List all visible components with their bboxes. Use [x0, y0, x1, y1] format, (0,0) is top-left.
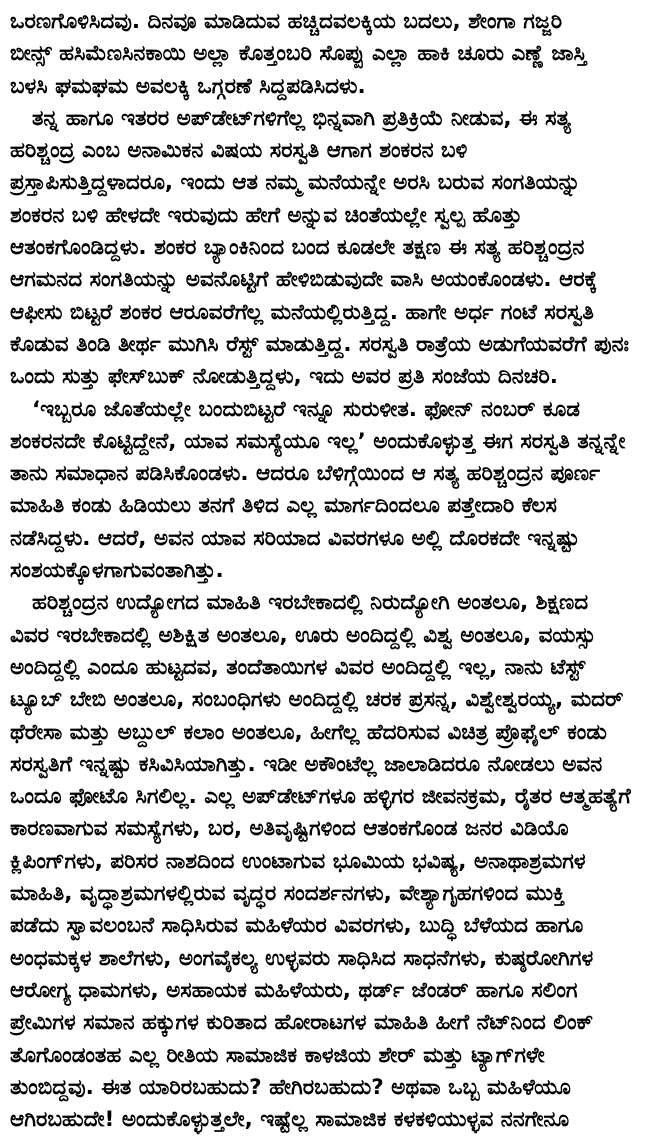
- paragraph-1: [10, 6, 655, 103]
- text-line: ಪ್ರಸ್ತಾಪಿಸುತ್ತಿದ್ದಳಾದರೂ, ಇಂದು ಆತ ನಮ್ಮ ಮನೆಯನ್ನೇ ಅರಸಿ ಬರುವ ಸಂಗತಿಯನ್ನು: [10, 170, 581, 196]
- text-line: ಹರಿಶ್ಚಂದ್ರನ ಉದ್ಯೋಗದ ಮಾಹಿತಿ ಇರಬೇಕಾದಲ್ಲಿ ನಿರುದ್ಯೋಗಿ ಅಂತಲೂ, ಶಿಕ್ಷಣದ: [32, 590, 589, 616]
- text-line: ಬೀನ್ಸ್ ಹಸಿಮೆಣಸಿನಕಾಯಿ ಅಲ್ಲಾ ಕೊತ್ತಂಬರಿ ಸೊಪ್ಪು ಎಲ್ಲಾ ಹಾಕಿ ಚೂರು ಎಣ್ಣೆ ಜಾಸ್ತಿ: [10, 41, 587, 67]
- text-line: ಆಗಿರಬಹುದೇ! ಅಂದುಕೊಳ್ಳುತ್ತಲೇ, ಇಷ್ಟೆಲ್ಲ ಸಾಮಾಜಿಕ ಕಳಕಳಿಯುಳ್ಳವ ನನಗೇನೂ: [10, 1107, 570, 1133]
- text-line: ಶಂಕರನದೇ ಕೊಟ್ಟಿದ್ದೇನೆ, ಯಾವ ಸಮಸ್ಯೆಯೂ ಇಲ್ಲ’ ಅಂದುಕೊಳ್ಳುತ್ತ ಈಗ ಸರಸ್ವತಿ ತನ್ನನ್ನೇ: [10, 428, 626, 454]
- paragraph-4: [10, 587, 655, 1136]
- text-line: ತಾನು ಸಮಾಧಾನ ಪಡಿಸಿಕೊಂಡಳು. ಆದರೂ ಬೆಳಿಗ್ಗೆಯಿಂದ ಆ ಸತ್ಯ ಹರಿಶ್ಚಂದ್ರನ ಪೂರ್ಣ: [10, 461, 601, 487]
- text-line: ವಿವರ ಇರಬೇಕಾದಲ್ಲಿ ಅಶಿಕ್ಷಿತ ಅಂತಲೂ, ಊರು ಅಂದಿದ್ದಲ್ಲಿ ವಿಶ್ವ ಅಂತಲೂ, ವಯಸ್ಸು: [10, 622, 596, 648]
- text-line: ಆಫೀಸು ಬಿಟ್ಟರೆ ಶಂಕರ ಆರೂವರೆಗೆಲ್ಲ ಮನೆಯಲ್ಲಿರುತ್ತಿದ್ದ. ಹಾಗೇ ಅರ್ಧ ಗಂಟೆ ಸರಸ್ವತಿ: [10, 299, 594, 325]
- text-line: ಆರೋಗ್ಯ ಧಾಮಗಳು, ಅಸಹಾಯಕ ಮಹಿಳೆಯರು, ಥರ್ಡ್ ಜೆಂಡರ್ ಹಾಗೂ ಸಲಿಂಗ: [10, 977, 578, 1003]
- text-line: ತೊಗೊಂಡಂತಹ ಎಲ್ಲ ರೀತಿಯ ಸಾಮಾಜಿಕ ಕಾಳಜಿಯ ಶೇರ್ ಮತ್ತು ಟ್ಯಾಗ್‌ಗಳೇ: [10, 1042, 545, 1068]
- paragraph-2: [10, 103, 655, 394]
- text-line: ಹರಿಶ್ಚಂದ್ರ ಎಂಬ ಅನಾಮಿಕನ ವಿಷಯ ಸರಸ್ವತಿ ಆಗಾಗ ಶಂಕರನ ಬಳಿ: [10, 138, 468, 164]
- text-line: ಪಡೆದು ಸ್ವಾವಲಂಬನೆ ಸಾಧಿಸಿರುವ ಮಹಿಳೆಯರ ವಿವರಗಳು, ಬುದ್ಧಿ ಬೆಳೆಯದ ಹಾಗೂ: [10, 913, 584, 939]
- text-line: ಅಂಧಮಕ್ಕಳ ಶಾಲೆಗಳು, ಅಂಗವೈಕಲ್ಯ ಉಳ್ಳವರು ಸಾಧಿಸಿದ ಸಾಧನೆಗಳು, ಕುಷ್ಠರೋಗಿಗಳ: [10, 945, 594, 971]
- text-line: ಕ್ಲಿಪಿಂಗ್‌ಗಳು, ಪರಿಸರ ನಾಶದಿಂದ ಉಂಟಾಗುವ ಭೂಮಿಯ ಭವಿಷ್ಯ, ಅನಾಥಾಶ್ರಮಗಳ: [10, 848, 586, 874]
- text-line: ಮಾಹಿತಿ, ವೃದ್ಧಾಶ್ರಮಗಳಲ್ಲಿರುವ ವೃದ್ಧರ ಸಂದರ್ಶನಗಳು, ವೇಶ್ಯಾಗೃಹಗಳಿಂದ ಮುಕ್ತಿ: [10, 881, 565, 907]
- text-line: ಆಗಮನದ ಸಂಗತಿಯನ್ನು ಅವನೊಟ್ಟಿಗೆ ಹೇಳಿಬಿಡುವುದೇ ವಾಸಿ ಅಯಂಕೊಂಡಳು. ಆರಕ್ಕೆ: [10, 267, 598, 293]
- text-line: ಪ್ರೇಮಿಗಳ ಸಮಾನ ಹಕ್ಕುಗಳ ಕುರಿತಾದ ಹೋರಾಟಗಳ ಮಾಹಿತಿ ಹೀಗೆ ನೆಟ್‌ನಿಂದ ಲಿಂಕ್: [10, 1010, 594, 1036]
- paragraph-3: [10, 394, 655, 588]
- text-line: ತುಂಬಿದ್ದವು. ಈತ ಯಾರಿರಬಹುದು? ಹೇಗಿರಬಹುದು? ಅಥವಾ ಒಬ್ಬ ಮಹಿಳೆಯೂ: [10, 1074, 571, 1100]
- text-line: ಬಳಸಿ ಘಮಘಮ ಅವಲಕ್ಕಿ ಒಗ್ಗರಣೆ ಸಿದ್ದಪಡಿಸಿದಳು.: [10, 73, 366, 99]
- text-line: ಕಾರಣವಾಗುವ ಸಮಸ್ಯೆಗಳು, ಬರ, ಅತಿವೃಷ್ಟಿಗಳಿಂದ ಆತಂಕಗೊಂಡ ಜನರ ವಿಡಿಯೊ: [10, 816, 569, 842]
- text-line: ‘ಇಬ್ಬರೂ ಜೊತೆಯಲ್ಲೇ ಬಂದುಬಿಟ್ಟರೆ ಇನ್ನೂ ಸುರುಳೀತ. ಫೋನ್ ನಂಬರ್ ಕೂಡ: [32, 396, 580, 422]
- text-line: ನಡೆಸಿದ್ದಳು. ಆದರೆ, ಅವನ ಯಾವ ಸರಿಯಾದ ವಿವರಗಳೂ ಅಲ್ಲಿ ದೊರಕದೇ ಇನ್ನಷ್ಟು: [10, 525, 580, 551]
- text-line: ಸರಸ್ವತಿಗೆ ಇನ್ನಷ್ಟು ಕಸಿವಿಸಿಯಾಗಿತ್ತು. ಇಡೀ ಅಕೌಂಟೆಲ್ಲ ಜಾಲಾಡಿದರೂ ನೋಡಲು ಅವನ: [10, 751, 603, 777]
- text-line: ಸಂಶಯಕ್ಕೊಳಗಾಗುವಂತಾಗಿತ್ತು.: [10, 558, 224, 584]
- text-line: ಶಂಕರನ ಬಳಿ ಹೇಳದೇ ಇರುವುದು ಹೇಗೆ ಅನ್ನುವ ಚಿಂತೆಯಲ್ಲೇ ಸ್ವಲ್ಪ ಹೊತ್ತು: [10, 202, 523, 228]
- text-line: ಟ್ಯೂಬ್ ಬೇಬಿ ಅಂತಲೂ, ಸಂಬಂಧಿಗಳು ಅಂದಿದ್ದಲ್ಲಿ ಚರಕ ಪ್ರಸನ್ನ, ವಿಶ್ವೇಶ್ವರಯ್ಯ, ಮದರ್: [10, 687, 624, 713]
- text-line: ಥೆರೇಸಾ ಮತ್ತು ಅಬ್ದುಲ್ ಕಲಾಂ ಅಂತಲೂ, ಹೀಗೆಲ್ಲ ಹೆದರಿಸುವ ವಿಚಿತ್ರ ಪ್ರೊಫೈಲ್ ಕಂಡು: [10, 719, 607, 745]
- text-line: ಆತಂಕಗೊಂಡಿದ್ದಳು. ಶಂಕರ ಬ್ಯಾಂಕಿನಿಂದ ಬಂದ ಕೂಡಲೇ ತಕ್ಷಣ ಈ ಸತ್ಯ ಹರಿಶ್ಚಂದ್ರನ: [10, 235, 585, 261]
- text-line: ಒಂದು ಸುತ್ತು ಫೇಸ್‌ಬುಕ್ ನೋಡುತ್ತಿದ್ದಳು, ಇದು ಅವರ ಪ್ರತಿ ಸಂಜೆಯ ದಿನಚರಿ.: [10, 364, 558, 390]
- text-line: ಮಾಹಿತಿ ಕಂಡು ಹಿಡಿಯಲು ತನಗೆ ತಿಳಿದ ಎಲ್ಲ ಮಾರ್ಗದಿಂದಲೂ ಪತ್ತೇದಾರಿ ಕೆಲಸ: [10, 493, 557, 519]
- text-line: ಕೊಡುವ ತಿಂಡಿ ತೀರ್ಥ ಮುಗಿಸಿ ರೆಸ್ಟ್ ಮಾಡುತ್ತಿದ್ದ. ಸರಸ್ವತಿ ರಾತ್ರೆಯ ಅಡುಗೆಯವರೆಗೆ ಪುನಃ: [10, 331, 629, 357]
- text-line: ಒರಣಗೊಳಿಸಿದವು. ದಿನವೂ ಮಾಡಿದುವ ಹಚ್ಚಿದವಲಕ್ಕಿಯ ಬದಲು, ಶೇಂಗಾ ಗಜ್ಜರಿ: [10, 9, 563, 34]
- text-line: ತನ್ನ ಹಾಗೂ ಇತರರ ಅಪ್‌ಡೇಟ್‌ಗಳಿಗೆಲ್ಲ ಭಿನ್ನವಾಗಿ ಪ್ರತಿಕ್ರಿಯೆ ನೀಡುವ, ಈ ಸತ್ಯ: [32, 105, 571, 131]
- text-line: ಅಂದಿದ್ದಲ್ಲಿ ಎಂದೂ ಹುಟ್ಟದವ, ತಂದೆತಾಯಿಗಳ ವಿವರ ಅಂದಿದ್ದಲ್ಲಿ ಇಲ್ಲ, ನಾನು ಟೆಸ್ಟ್: [10, 654, 586, 680]
- text-line: ಒಂದೂ ಫೋಟೊ ಸಿಗಲಿಲ್ಲ. ಎಲ್ಲ ಅಪ್‌ಡೇಟ್‌ಗಳೂ ಹಳ್ಳಿಗರ ಜೀವನಕ್ರಮ, ರೈತರ ಆತ್ಮಹತ್ಯೆಗೆ: [10, 784, 631, 810]
